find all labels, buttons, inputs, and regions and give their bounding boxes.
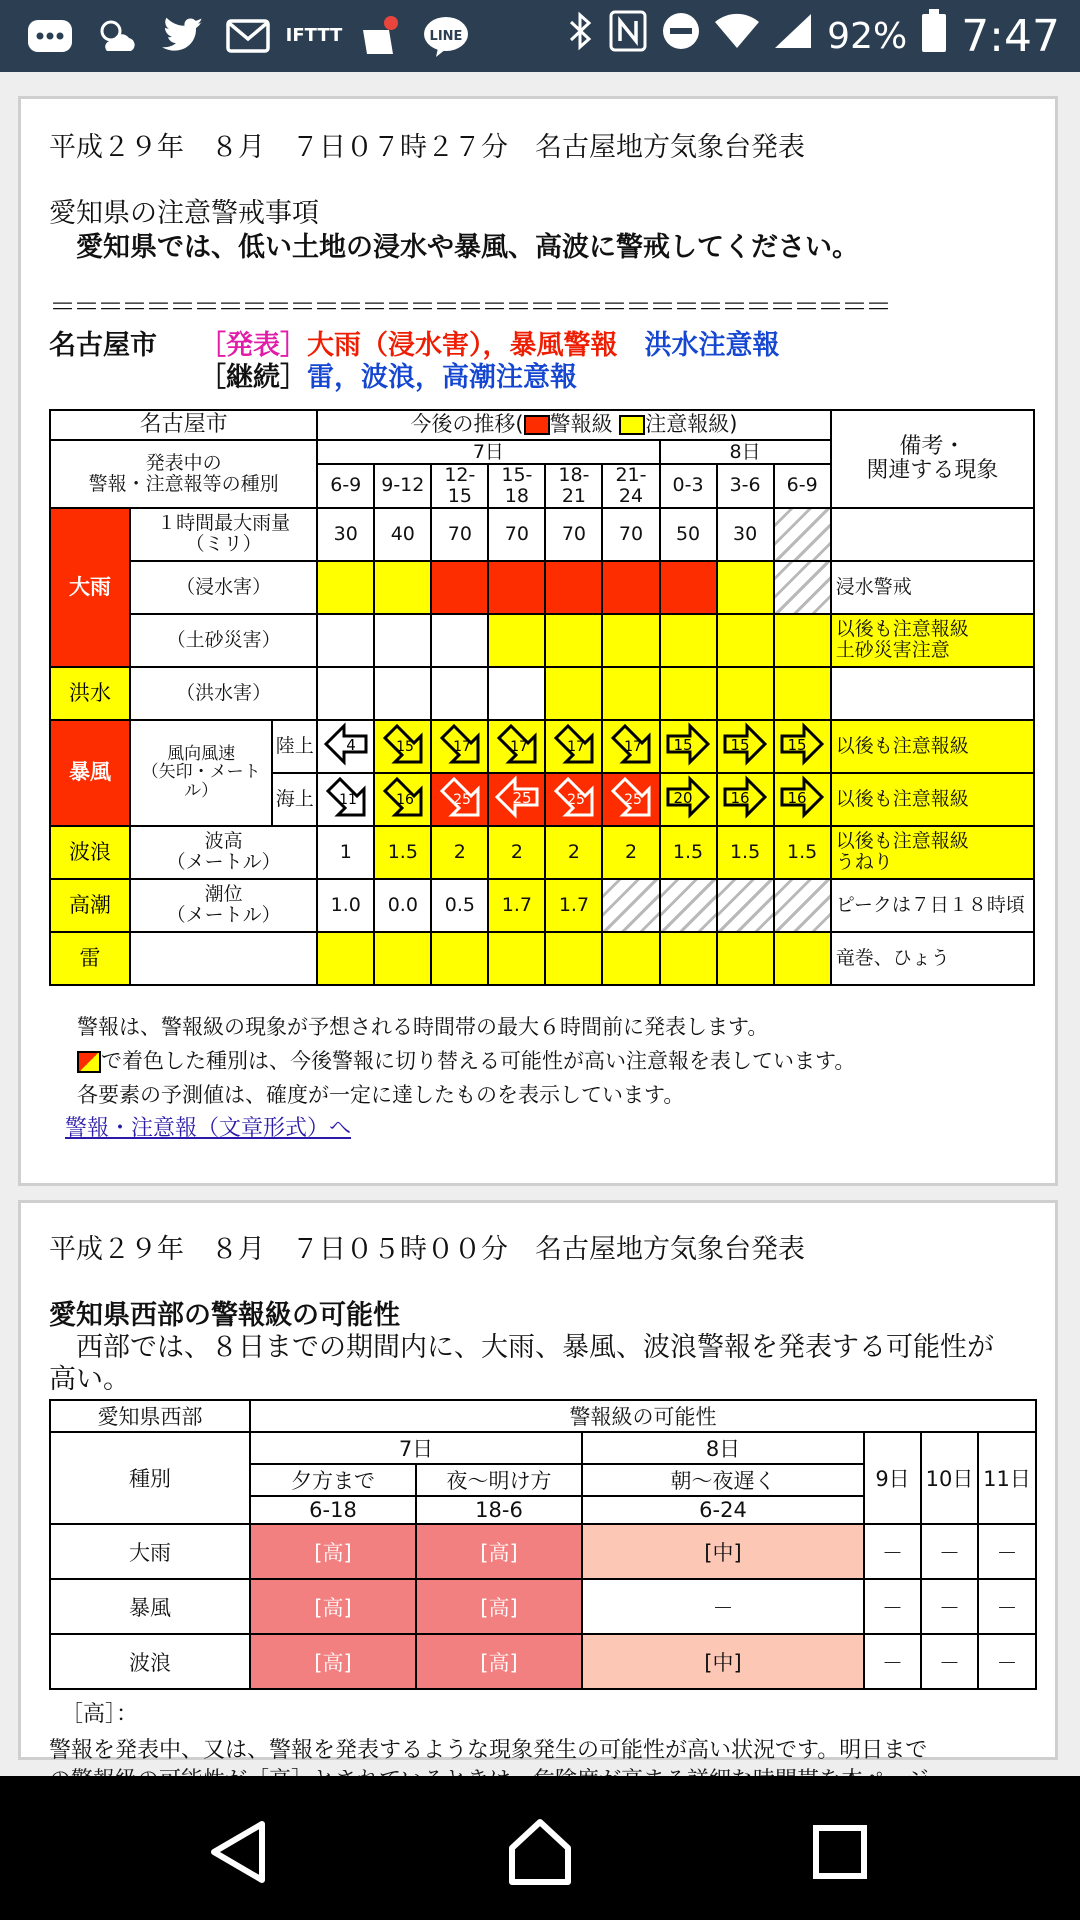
svg-text:15: 15	[395, 738, 414, 755]
possibility-table	[49, 1399, 1037, 1690]
forecast-table	[49, 409, 1035, 986]
possibility-value: －	[921, 1579, 978, 1634]
svg-text:25: 25	[624, 791, 642, 808]
possibility-value: [高]	[416, 1579, 582, 1634]
hours-header: 6-18	[250, 1496, 416, 1524]
level-cell	[717, 932, 774, 985]
navigation-bar	[0, 1776, 1080, 1920]
wind-cell	[431, 720, 488, 773]
kind-name: 波浪	[50, 1634, 250, 1689]
wind-cell	[660, 773, 717, 826]
level-cell	[431, 561, 488, 614]
svg-text:LINE: LINE	[429, 29, 463, 44]
level-cell	[774, 932, 831, 985]
kind-header: 発表中の 警報・注意報等の種別	[50, 440, 317, 508]
category-storm: 暴風	[50, 720, 130, 826]
no-data-cell	[774, 508, 831, 561]
rain-value: 70	[431, 508, 488, 561]
period-header: 夕方まで	[250, 1464, 416, 1496]
level-cell	[545, 667, 602, 720]
issued-warnings: 大雨（浸水害），暴風警報	[307, 330, 618, 361]
time-slot: 21-24	[602, 464, 659, 508]
remark-cell: 竜巻、ひょう	[831, 932, 1034, 985]
category-tide: 高潮	[50, 879, 130, 932]
warning-card	[18, 96, 1058, 1186]
home-icon	[500, 1812, 580, 1892]
time-slot: 15-18	[488, 464, 545, 508]
level-cell	[317, 614, 374, 667]
day10-header: 10日	[921, 1432, 978, 1524]
footnote-1: 警報は、警報級の現象が予想される時間帯の最大６時間前に発表します。	[77, 1015, 769, 1039]
svg-text:25: 25	[452, 791, 471, 808]
wind-cell	[774, 773, 831, 826]
wind-cell	[488, 773, 545, 826]
wind-cell	[602, 773, 659, 826]
do-not-disturb-icon	[661, 11, 701, 61]
time-slot: 9-12	[374, 464, 431, 508]
possibility-card	[18, 1200, 1058, 1763]
level-cell	[431, 667, 488, 720]
wave-value: 2	[602, 826, 659, 879]
rain-value: 30	[317, 508, 374, 561]
level-cell	[774, 667, 831, 720]
rain-value: 30	[717, 508, 774, 561]
period-header: 朝～夜遅く	[582, 1464, 864, 1496]
level-cell	[717, 667, 774, 720]
wave-value: 2	[545, 826, 602, 879]
level-cell	[545, 932, 602, 985]
mail-icon	[224, 14, 272, 58]
possibility-value: [高]	[416, 1634, 582, 1689]
notification-icons	[26, 10, 470, 62]
wind-arrow-southeast-icon	[609, 775, 653, 819]
level-cell	[431, 932, 488, 985]
remark-cell: 以後も注意報級 うねり	[831, 826, 1034, 879]
svg-text:25: 25	[567, 791, 585, 808]
flood-label: （洪水害）	[130, 667, 317, 720]
time-slot: 18-21	[545, 464, 602, 508]
svg-text:15: 15	[730, 735, 750, 754]
rain-flood-label: （浸水害）	[130, 561, 317, 614]
wave-value: 2	[488, 826, 545, 879]
level-cell	[774, 614, 831, 667]
table-row	[50, 1579, 1036, 1634]
wave-label: 波高 （メートル）	[130, 826, 317, 879]
svg-text:11: 11	[338, 791, 357, 808]
wind-arrow-east-icon	[723, 722, 767, 766]
remarks-header: 備考・ 関連する現象	[831, 410, 1034, 508]
possibility-value: [高]	[250, 1524, 416, 1579]
wind-cell	[374, 720, 431, 773]
tide-value: 1.0	[317, 879, 374, 932]
category-heavy-rain: 大雨	[50, 508, 130, 667]
remark-cell: ピークは７日１８時頃	[831, 879, 1034, 932]
possibility-title: 愛知県西部の警報級の可能性	[49, 1300, 400, 1331]
rain-value: 50	[660, 508, 717, 561]
issued-advisory: 洪水注意報	[644, 330, 780, 361]
possibility-value: －	[921, 1524, 978, 1579]
notification-app-icon	[356, 14, 404, 58]
svg-text:15: 15	[787, 735, 807, 754]
hours-header: 18-6	[416, 1496, 582, 1524]
no-data-cell	[774, 879, 831, 932]
possibility-value: [高]	[250, 1634, 416, 1689]
possibility-value: －	[978, 1524, 1036, 1579]
ifttt-icon	[285, 14, 343, 58]
remark-cell	[831, 667, 1034, 720]
kind-header: 種別	[50, 1432, 250, 1524]
battery-icon	[921, 9, 947, 63]
wind-arrow-southeast-icon	[438, 722, 482, 766]
wind-cell	[602, 720, 659, 773]
time-slot: 6-9	[317, 464, 374, 508]
svg-text:25: 25	[512, 788, 532, 807]
continued-items: 雷，波浪，高潮注意報	[307, 362, 577, 393]
battery-percent: 92%	[827, 15, 908, 57]
wave-value: 1.5	[660, 826, 717, 879]
issued-time: 平成２９年 ８月 ７日０７時２７分 名古屋地方気象台発表	[49, 132, 805, 163]
level-cell	[660, 667, 717, 720]
region-header: 名古屋市	[50, 410, 317, 440]
trend-header: 今後の推移( 警報級 注意報級)	[317, 410, 830, 440]
category-wave: 波浪	[50, 826, 130, 879]
possibility-value: [高]	[416, 1524, 582, 1579]
remark-cell	[831, 508, 1034, 561]
back-icon	[200, 1812, 280, 1892]
possibility-value: －	[864, 1634, 921, 1689]
wind-cell	[717, 720, 774, 773]
level-cell	[545, 614, 602, 667]
rain-landslide-label: （土砂災害）	[130, 614, 317, 667]
level-cell	[717, 614, 774, 667]
warning-title: 愛知県の注意警戒事項	[49, 198, 319, 229]
signal-icon	[773, 12, 813, 60]
wind-cell	[774, 720, 831, 773]
wind-arrow-east-icon	[780, 722, 824, 766]
wind-cell	[317, 720, 374, 773]
svg-text:17: 17	[624, 738, 642, 755]
back-button[interactable]	[200, 1812, 280, 1892]
wind-arrow-east-icon	[666, 722, 710, 766]
svg-text:20: 20	[673, 788, 693, 807]
wind-cell	[717, 773, 774, 826]
no-data-cell	[660, 879, 717, 932]
wind-arrow-southeast-icon	[552, 722, 596, 766]
region-header: 愛知県西部	[50, 1400, 250, 1432]
advisory-legend-swatch	[619, 415, 645, 435]
level-cell	[660, 932, 717, 985]
home-button[interactable]	[500, 1812, 580, 1892]
bluetooth-icon	[567, 11, 595, 61]
level-cell	[602, 614, 659, 667]
rain-value: 40	[374, 508, 431, 561]
recents-button[interactable]	[800, 1812, 880, 1892]
footnote-2: で着色した種別は、今後警報に切り替える可能性が高い注意報を表しています。	[101, 1049, 856, 1073]
tide-value: 0.0	[374, 879, 431, 932]
level-cell	[488, 667, 545, 720]
kind-name: 暴風	[50, 1579, 250, 1634]
text-format-link[interactable]: 警報・注意報（文章形式）へ	[65, 1116, 352, 1141]
wind-cell	[317, 773, 374, 826]
svg-text:15: 15	[673, 735, 693, 754]
level-cell	[374, 667, 431, 720]
time-slot: 3-6	[717, 464, 774, 508]
svg-text:16: 16	[787, 788, 807, 807]
wind-arrow-west-icon	[495, 775, 539, 819]
remark-cell: 浸水警戒	[831, 561, 1034, 614]
possibility-value: [高]	[250, 1579, 416, 1634]
wind-cell	[660, 720, 717, 773]
warning-text: 愛知県では、低い土地の浸水や暴風、高波に警戒してください。	[49, 232, 859, 263]
svg-text:16: 16	[730, 788, 750, 807]
level-cell	[374, 932, 431, 985]
wind-arrow-southeast-icon	[381, 722, 425, 766]
wind-arrow-southeast-icon	[381, 775, 425, 819]
tide-label: 潮位 （メートル）	[130, 879, 317, 932]
rain-value: 70	[488, 508, 545, 561]
category-thunder: 雷	[50, 932, 130, 985]
possibility-value: －	[864, 1579, 921, 1634]
wind-cell	[431, 773, 488, 826]
issued-label: ［発表］	[199, 330, 307, 361]
no-data-cell	[717, 879, 774, 932]
high-label: ［高］：	[61, 1702, 139, 1727]
wind-arrow-southeast-icon	[324, 775, 368, 819]
wind-arrow-southeast-icon	[552, 775, 596, 819]
twitter-icon	[158, 14, 206, 58]
possibility-header: 警報級の可能性	[250, 1400, 1036, 1432]
wind-arrow-southeast-icon	[438, 775, 482, 819]
svg-text:17: 17	[452, 738, 471, 755]
svg-text:17: 17	[509, 738, 528, 755]
svg-text:4: 4	[345, 735, 356, 754]
day2-header: 8日	[660, 440, 831, 464]
level-cell	[431, 614, 488, 667]
wind-cell	[488, 720, 545, 773]
rain-value: 70	[602, 508, 659, 561]
wind-cell	[545, 773, 602, 826]
level-cell	[374, 561, 431, 614]
table-row	[50, 1634, 1036, 1689]
system-status	[567, 8, 1060, 64]
day8-header: 8日	[582, 1432, 864, 1464]
remark-cell: 以後も注意報級	[831, 720, 1034, 773]
level-cell	[488, 932, 545, 985]
no-data-cell	[602, 879, 659, 932]
time-slot: 0-3	[660, 464, 717, 508]
table-row	[50, 1524, 1036, 1579]
wave-value: 1.5	[374, 826, 431, 879]
level-cell	[488, 614, 545, 667]
city-name: 名古屋市	[49, 330, 157, 361]
tide-value: 0.5	[431, 879, 488, 932]
thunder-label	[130, 932, 317, 985]
level-cell	[602, 932, 659, 985]
highlight-swatch	[77, 1051, 101, 1073]
time-slot: 12-15	[431, 464, 488, 508]
kind-name: 大雨	[50, 1524, 250, 1579]
wind-cell	[545, 720, 602, 773]
day11-header: 11日	[978, 1432, 1036, 1524]
possibility-value: －	[978, 1579, 1036, 1634]
hours-header: 6-24	[582, 1496, 864, 1524]
possibility-value: [中]	[582, 1524, 864, 1579]
level-cell	[374, 614, 431, 667]
continued-label: ［継続］	[199, 362, 307, 393]
tide-value: 1.7	[545, 879, 602, 932]
footnote-3: 各要素の予測値は、確度が一定に達したものを表示しています。	[77, 1083, 685, 1107]
weather-icon	[92, 14, 140, 58]
possibility-value: －	[864, 1524, 921, 1579]
line-icon	[422, 14, 470, 58]
high-text: 警報を発表中、又は、警報を発表するような現象発生の可能性が高い状況です。明日まで	[49, 1738, 928, 1763]
ifttt-text: IFTTT	[285, 25, 343, 46]
rain-value: 70	[545, 508, 602, 561]
wind-arrow-east-icon	[780, 775, 824, 819]
level-cell	[660, 561, 717, 614]
level-cell	[602, 561, 659, 614]
possibility-value: －	[582, 1579, 864, 1634]
tide-value: 1.7	[488, 879, 545, 932]
recents-icon	[800, 1812, 880, 1892]
day7-header: 7日	[250, 1432, 582, 1464]
time-slot: 6-9	[774, 464, 831, 508]
wave-value: 1	[317, 826, 374, 879]
remark-cell: 以後も注意報級 土砂災害注意	[831, 614, 1034, 667]
day1-header: 7日	[317, 440, 659, 464]
rain-hourly-label: １時間最大雨量 （ミリ）	[130, 508, 317, 561]
possibility-value: －	[921, 1634, 978, 1689]
separator-line: ＝＝＝＝＝＝＝＝＝＝＝＝＝＝＝＝＝＝＝＝＝＝＝＝＝＝＝＝＝＝＝＝＝＝＝	[49, 292, 889, 323]
wind-arrow-west-icon	[324, 722, 368, 766]
land-label: 陸上	[272, 720, 317, 773]
level-cell	[660, 614, 717, 667]
remark-cell: 以後も注意報級	[831, 773, 1034, 826]
wave-value: 2	[431, 826, 488, 879]
svg-text:16: 16	[395, 791, 414, 808]
no-data-cell	[774, 561, 831, 614]
sea-label: 海上	[272, 773, 317, 826]
possibility-text: 西部では、８日までの期間内に、大雨、暴風、波浪警報を発表する可能性が	[49, 1332, 994, 1363]
wind-arrow-southeast-icon	[495, 722, 539, 766]
possibility-text-cont: 高い。	[49, 1364, 130, 1395]
more-icon	[26, 14, 74, 58]
wifi-icon	[715, 12, 759, 60]
wind-label: 風向風速 （矢印・メートル）	[130, 720, 272, 826]
period-header: 夜～明け方	[416, 1464, 582, 1496]
level-cell	[717, 561, 774, 614]
possibility-value: [中]	[582, 1634, 864, 1689]
level-cell	[545, 561, 602, 614]
wave-value: 1.5	[774, 826, 831, 879]
level-cell	[488, 561, 545, 614]
svg-text:17: 17	[567, 738, 585, 755]
level-cell	[317, 561, 374, 614]
nfc-icon	[609, 10, 647, 62]
status-bar	[0, 0, 1080, 72]
day9-header: 9日	[864, 1432, 921, 1524]
level-cell	[317, 932, 374, 985]
wind-arrow-east-icon	[723, 775, 767, 819]
wind-arrow-southeast-icon	[609, 722, 653, 766]
clock: 7:47	[961, 10, 1060, 62]
level-cell	[602, 667, 659, 720]
issued-time-2: 平成２９年 ８月 ７日０５時００分 名古屋地方気象台発表	[49, 1234, 805, 1265]
wave-value: 1.5	[717, 826, 774, 879]
warning-legend-swatch	[524, 415, 550, 435]
wind-arrow-east-icon	[666, 775, 710, 819]
category-flood: 洪水	[50, 667, 130, 720]
level-cell	[317, 667, 374, 720]
possibility-value: －	[978, 1634, 1036, 1689]
wind-cell	[374, 773, 431, 826]
